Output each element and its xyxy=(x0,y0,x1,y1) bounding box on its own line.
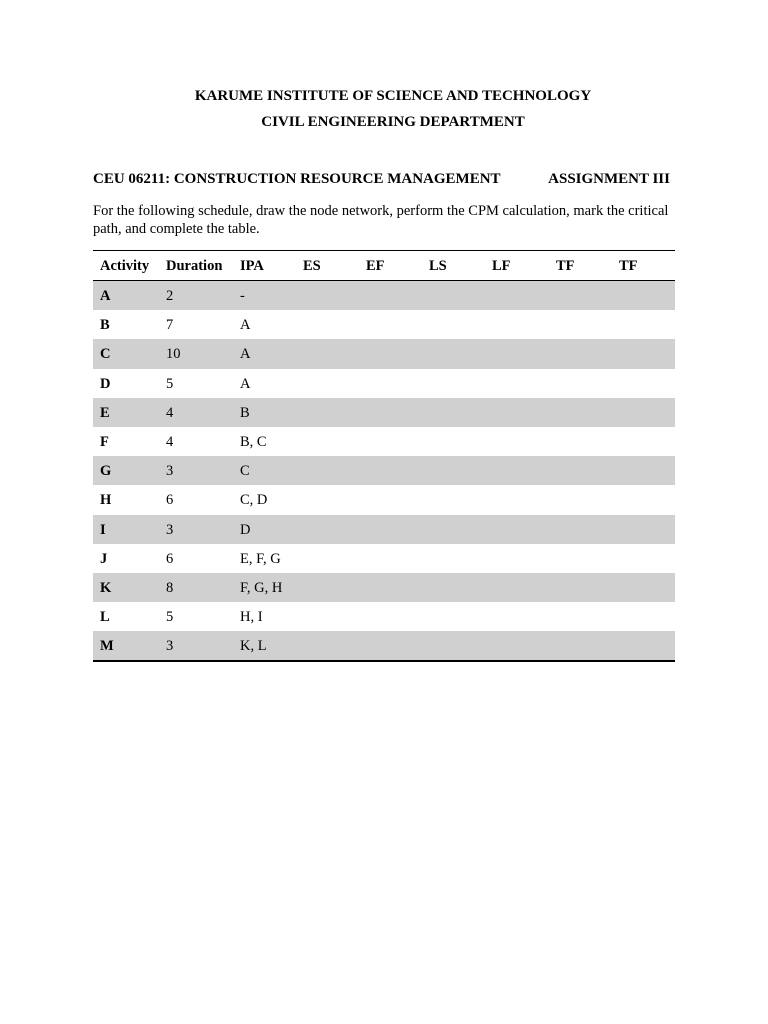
duration-cell: 3 xyxy=(166,521,174,538)
assignment-label: ASSIGNMENT III xyxy=(548,171,670,187)
activity-cell: J xyxy=(100,550,108,567)
table-row xyxy=(93,602,675,631)
duration-cell: 5 xyxy=(166,609,174,626)
duration-cell: 2 xyxy=(166,288,174,304)
ipa-cell: F, G, H xyxy=(240,579,283,596)
table-row xyxy=(93,456,675,485)
activity-cell: A xyxy=(100,288,111,304)
ipa-cell: B xyxy=(240,404,250,421)
activity-cell: K xyxy=(100,579,112,596)
header-lf: LF xyxy=(492,258,511,274)
header-tf: TF xyxy=(556,258,575,274)
activity-cell: M xyxy=(100,638,114,655)
table-row xyxy=(93,427,675,456)
duration-cell: 10 xyxy=(166,346,181,363)
table-row xyxy=(93,573,675,602)
duration-cell: 4 xyxy=(166,404,174,421)
schedule-table xyxy=(93,250,675,662)
activity-cell: G xyxy=(100,463,112,480)
duration-cell: 7 xyxy=(166,317,174,334)
ipa-cell: D xyxy=(240,521,251,538)
ipa-cell: A xyxy=(240,317,251,334)
header-ipa: IPA xyxy=(240,258,264,274)
table-row xyxy=(93,631,675,660)
table-row xyxy=(93,485,675,514)
activity-cell: C xyxy=(100,346,111,363)
duration-cell: 3 xyxy=(166,638,174,655)
table-row xyxy=(93,544,675,573)
duration-cell: 6 xyxy=(166,492,174,509)
table-row xyxy=(93,281,675,310)
duration-cell: 4 xyxy=(166,433,174,450)
activity-cell: L xyxy=(100,609,110,626)
table-body xyxy=(93,281,675,660)
duration-cell: 8 xyxy=(166,579,174,596)
instructions-paragraph: For the following schedule, draw the node network, perform the CPM calculation, mark the critical path, and complete the table. xyxy=(93,203,669,237)
table-header-row xyxy=(93,251,675,281)
activity-cell: D xyxy=(100,375,111,392)
header-activity: Activity xyxy=(100,258,150,274)
duration-cell: 5 xyxy=(166,375,174,392)
course-line xyxy=(93,171,670,188)
ipa-cell: - xyxy=(240,288,245,304)
header-ls: LS xyxy=(429,258,447,274)
activity-cell: B xyxy=(100,317,110,334)
activity-cell: F xyxy=(100,433,109,450)
ipa-cell: C xyxy=(240,463,250,480)
header-duration: Duration xyxy=(166,258,223,274)
activity-cell: I xyxy=(100,521,106,538)
ipa-cell: A xyxy=(240,375,251,392)
header-tf-2: TF xyxy=(619,258,638,274)
duration-cell: 6 xyxy=(166,550,174,567)
course-title: CEU 06211: CONSTRUCTION RESOURCE MANAGEMENT xyxy=(93,171,501,187)
ipa-cell: H, I xyxy=(240,609,263,626)
institute-title: KARUME INSTITUTE OF SCIENCE AND TECHNOLOGY xyxy=(194,88,592,104)
ipa-cell: C, D xyxy=(240,492,268,509)
header-es: ES xyxy=(303,258,321,274)
activity-cell: H xyxy=(100,492,112,509)
ipa-cell: K, L xyxy=(240,638,267,655)
header-ef: EF xyxy=(366,258,385,274)
activity-cell: E xyxy=(100,404,110,421)
ipa-cell: A xyxy=(240,346,251,363)
ipa-cell: B, C xyxy=(240,433,267,450)
table-row xyxy=(93,310,675,339)
department-title: CIVIL ENGINEERING DEPARTMENT xyxy=(261,114,525,130)
table-row xyxy=(93,515,675,544)
table-row xyxy=(93,339,675,368)
table-row xyxy=(93,369,675,398)
table-row xyxy=(93,398,675,427)
ipa-cell: E, F, G xyxy=(240,550,281,567)
duration-cell: 3 xyxy=(166,463,174,480)
